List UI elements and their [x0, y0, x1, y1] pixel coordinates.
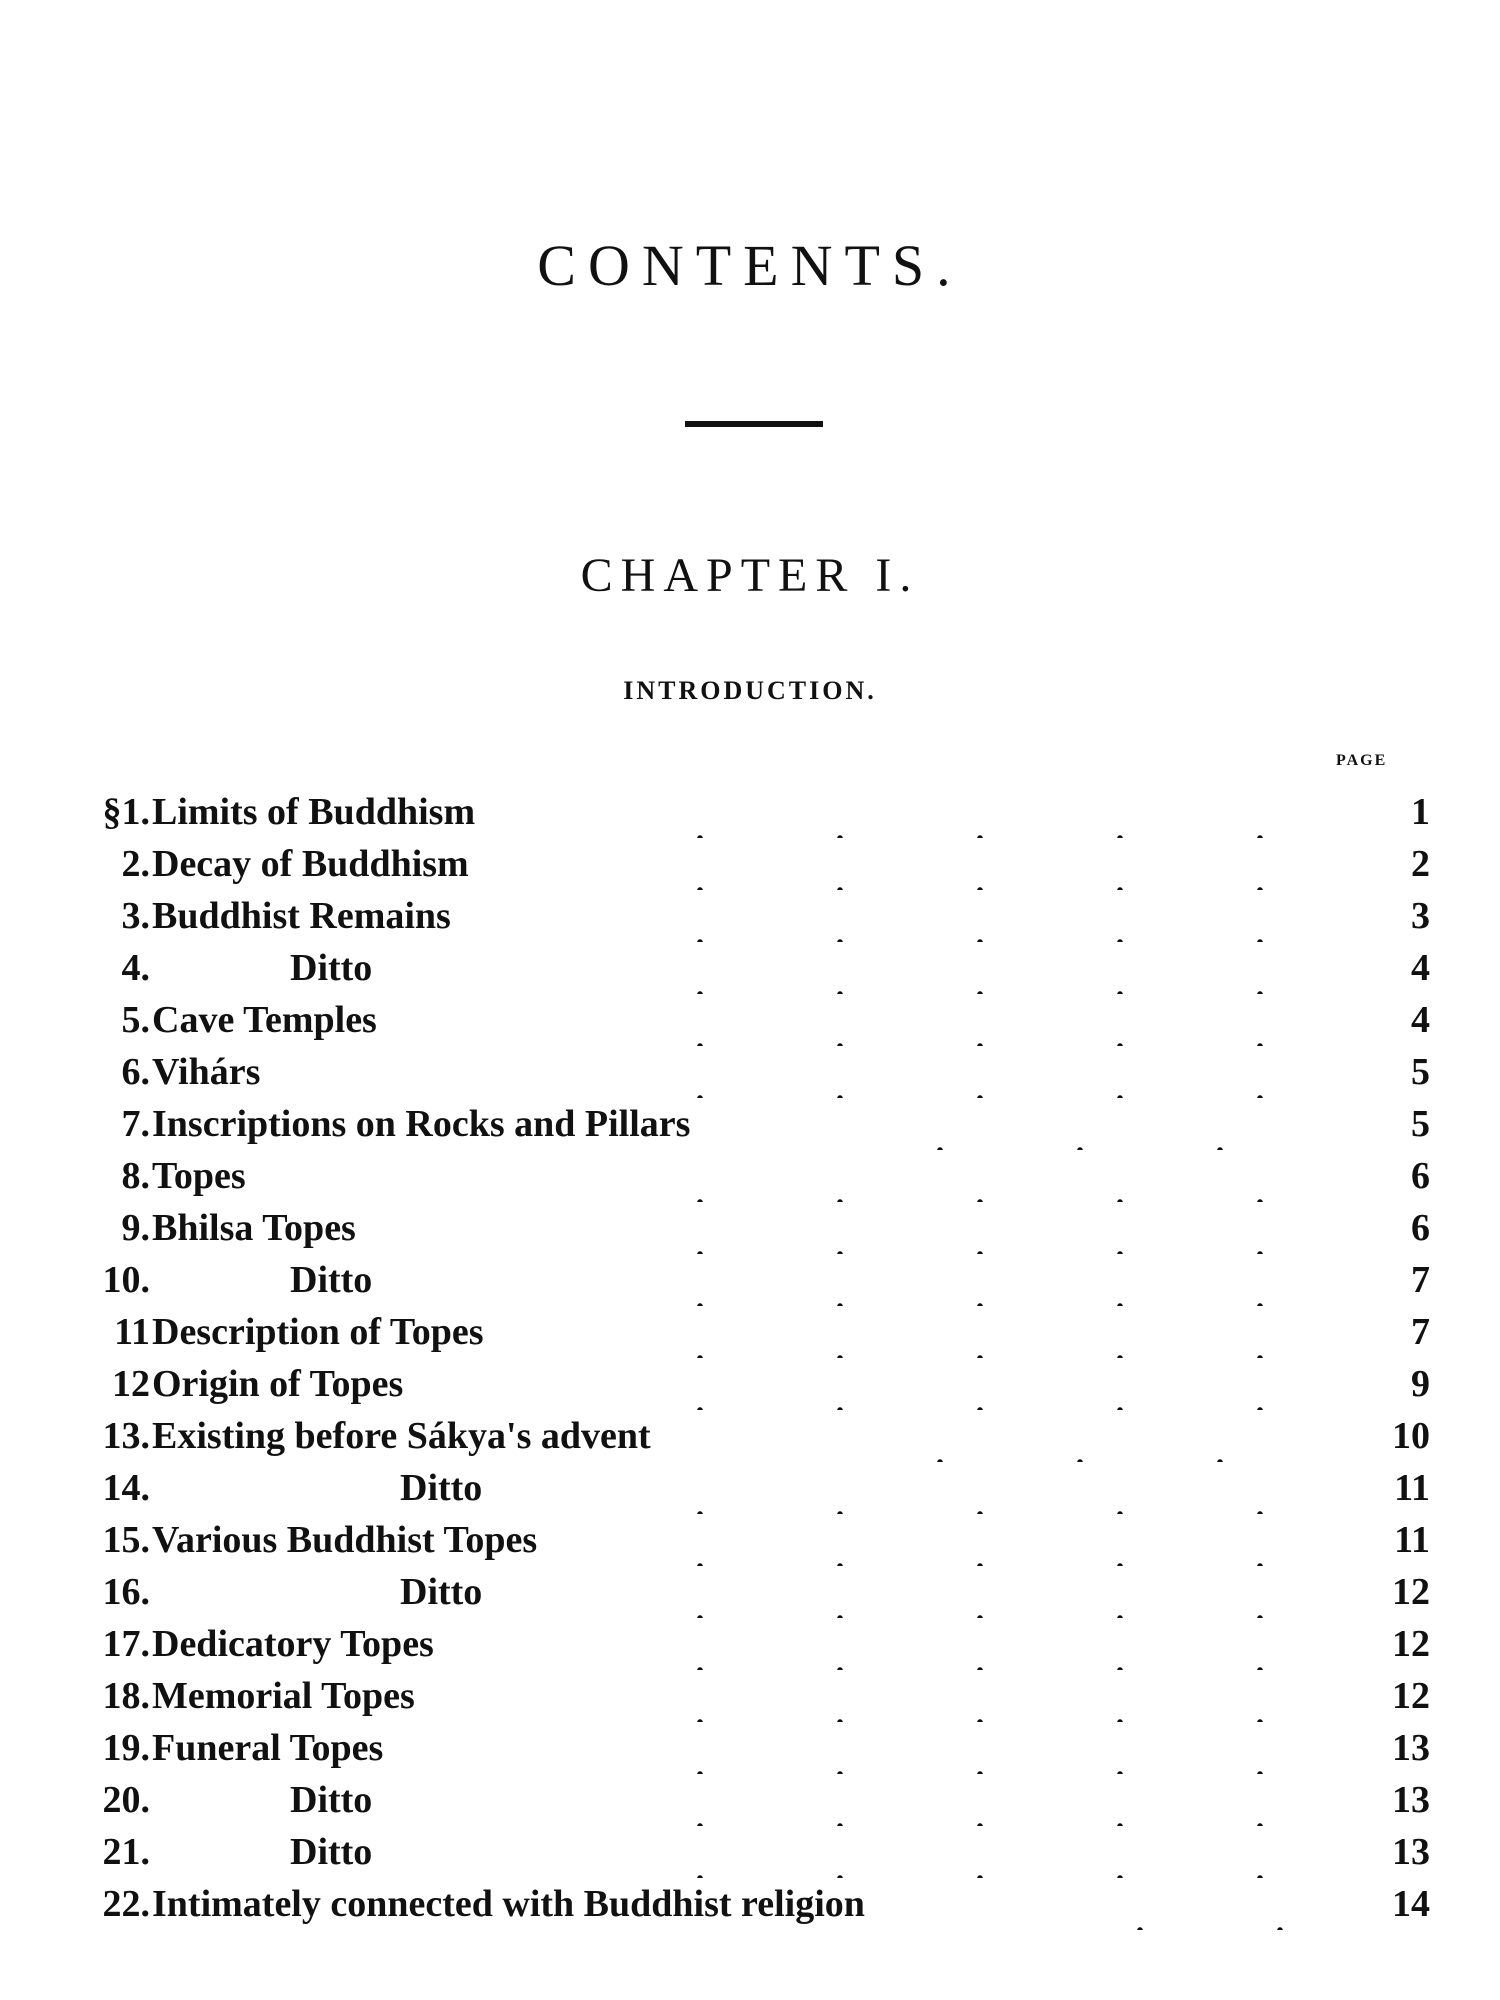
dot-leader — [630, 1202, 1350, 1254]
entry-title: Ditto — [400, 1467, 483, 1509]
dot-leader — [630, 1618, 1350, 1670]
entry-number: 8. — [121, 1155, 150, 1197]
entry-number: 21. — [102, 1831, 150, 1873]
entry-page: 13 — [1392, 1779, 1430, 1821]
entry-number: 12 — [112, 1363, 150, 1405]
dot-leader — [630, 786, 1350, 838]
toc-entry — [70, 1046, 1430, 1098]
entry-title: Decay of Buddhism — [152, 843, 469, 885]
entry-page: 4 — [1411, 999, 1430, 1041]
entry-number: 17. — [102, 1623, 150, 1665]
dot-leader — [630, 1670, 1350, 1722]
entry-page: 3 — [1411, 895, 1430, 937]
entry-title: Various Buddhist Topes — [152, 1519, 538, 1561]
entry-number: 11 — [114, 1311, 150, 1353]
entry-title: Ditto — [290, 1779, 373, 1821]
entry-number: 6. — [121, 1051, 150, 1093]
title-rule — [685, 421, 823, 427]
dot-leader — [630, 1462, 1350, 1514]
entry-page: 14 — [1392, 1883, 1430, 1925]
entry-number: §1. — [102, 791, 150, 833]
entry-title: Memorial Topes — [152, 1675, 415, 1717]
entry-title: Bhilsa Topes — [152, 1207, 356, 1249]
entry-page: 2 — [1411, 843, 1430, 885]
entry-title: Intimately connected with Buddhist religion — [152, 1883, 865, 1925]
entry-title: Cave Temples — [152, 999, 377, 1041]
entry-number: 14. — [102, 1467, 150, 1509]
entry-title: Dedicatory Topes — [152, 1623, 434, 1665]
entry-number: 3. — [121, 895, 150, 937]
entry-title: Ditto — [290, 1259, 373, 1301]
entry-number: 13. — [102, 1415, 150, 1457]
entry-page: 13 — [1392, 1831, 1430, 1873]
entry-title: Description of Topes — [152, 1311, 484, 1353]
entry-page: 12 — [1392, 1675, 1430, 1717]
toc-entry — [70, 1202, 1430, 1254]
entry-title: Ditto — [400, 1571, 483, 1613]
entry-title: Existing before Sákya's advent — [152, 1415, 651, 1457]
entry-title: Funeral Topes — [152, 1727, 384, 1769]
entry-number: 9. — [121, 1207, 150, 1249]
dot-leader — [870, 1098, 1350, 1150]
dot-leader — [630, 994, 1350, 1046]
dot-leader — [630, 1514, 1350, 1566]
dot-leader — [630, 1046, 1350, 1098]
toc-entry — [70, 1878, 1430, 1930]
entry-title: Origin of Topes — [152, 1363, 404, 1405]
page-column-label: PAGE — [1336, 752, 1388, 769]
toc-entry — [70, 1306, 1430, 1358]
entry-page: 11 — [1394, 1467, 1430, 1509]
entry-page: 9 — [1411, 1363, 1430, 1405]
entry-number: 18. — [102, 1675, 150, 1717]
entry-page: 6 — [1411, 1155, 1430, 1197]
entry-page: 7 — [1411, 1311, 1430, 1353]
contents-list — [70, 786, 1430, 1930]
toc-entry — [70, 1462, 1430, 1514]
entry-title: Inscriptions on Rocks and Pillars — [152, 1103, 691, 1145]
entry-number: 7. — [121, 1103, 150, 1145]
toc-entry — [70, 1098, 1430, 1150]
entry-number: 2. — [121, 843, 150, 885]
chapter-heading: CHAPTER I. — [580, 549, 920, 602]
dot-leader — [630, 1826, 1350, 1878]
toc-entry — [70, 890, 1430, 942]
toc-entry — [70, 942, 1430, 994]
dot-leader — [630, 1150, 1350, 1202]
entry-page: 13 — [1392, 1727, 1430, 1769]
toc-entry — [70, 838, 1430, 890]
dot-leader — [630, 890, 1350, 942]
dot-leader — [630, 1774, 1350, 1826]
toc-entry — [70, 1514, 1430, 1566]
entry-title: Limits of Buddhism — [152, 791, 476, 833]
dot-leader — [630, 1358, 1350, 1410]
entry-page: 12 — [1392, 1571, 1430, 1613]
toc-entry — [70, 1410, 1430, 1462]
entry-title: Topes — [152, 1155, 246, 1197]
toc-entry — [70, 1566, 1430, 1618]
entry-number: 15. — [102, 1519, 150, 1561]
dot-leader — [630, 942, 1350, 994]
toc-entry — [70, 994, 1430, 1046]
entry-page: 11 — [1394, 1519, 1430, 1561]
entry-page: 5 — [1411, 1051, 1430, 1093]
toc-entry — [70, 786, 1430, 838]
entry-title: Vihárs — [152, 1051, 261, 1093]
toc-entry — [70, 1618, 1430, 1670]
entry-number: 5. — [121, 999, 150, 1041]
toc-entry — [70, 1774, 1430, 1826]
entry-page: 6 — [1411, 1207, 1430, 1249]
dot-leader — [630, 838, 1350, 890]
entry-number: 10. — [102, 1259, 150, 1301]
section-heading: INTRODUCTION. — [623, 676, 877, 705]
dot-leader — [1070, 1878, 1350, 1930]
entry-number: 4. — [121, 947, 150, 989]
dot-leader — [630, 1306, 1350, 1358]
toc-entry — [70, 1670, 1430, 1722]
toc-entry — [70, 1722, 1430, 1774]
entry-page: 12 — [1392, 1623, 1430, 1665]
entry-page: 1 — [1411, 791, 1430, 833]
toc-entry — [70, 1150, 1430, 1202]
entry-number: 16. — [102, 1571, 150, 1613]
toc-entry — [70, 1826, 1430, 1878]
entry-number: 19. — [102, 1727, 150, 1769]
entry-page: 5 — [1411, 1103, 1430, 1145]
page-title: CONTENTS. — [537, 233, 963, 298]
entry-number: 20. — [102, 1779, 150, 1821]
toc-entry — [70, 1254, 1430, 1306]
entry-title: Buddhist Remains — [152, 895, 451, 937]
entry-page: 10 — [1392, 1415, 1430, 1457]
toc-entry — [70, 1358, 1430, 1410]
dot-leader — [630, 1254, 1350, 1306]
entry-title: Ditto — [290, 947, 373, 989]
dot-leader — [870, 1410, 1350, 1462]
dot-leader — [630, 1566, 1350, 1618]
dot-leader — [630, 1722, 1350, 1774]
entry-number: 22. — [102, 1883, 150, 1925]
entry-page: 7 — [1411, 1259, 1430, 1301]
entry-page: 4 — [1411, 947, 1430, 989]
entry-title: Ditto — [290, 1831, 373, 1873]
